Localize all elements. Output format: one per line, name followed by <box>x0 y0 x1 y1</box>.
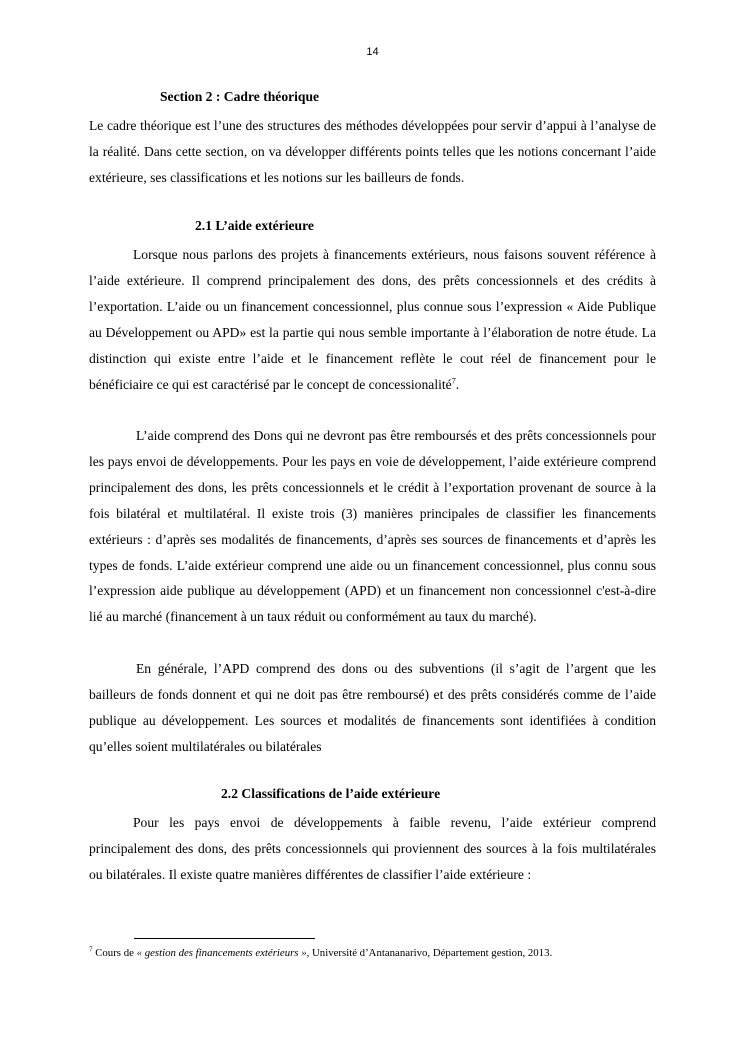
footnote-prefix: Cours de <box>92 947 137 959</box>
paragraph-aide-exterieure <box>89 242 656 397</box>
paragraph-end: . <box>455 376 460 392</box>
footnote-course-title: « gestion des financements extérieurs » <box>136 947 307 959</box>
paragraph-text: Lorsque nous parlons des projets à financements extérieurs, nous faisons souvent référence à l’aide extérieure. Il comprend principalement des dons, des prêts concessionnels et des crédits à l’exportation. L’aide ou un financement concessionnel, plus connue sous l’expression « Aide Publique au Développement ou APD» est la partie qui nous semble importante à l’élaboration de notre étude. La distinction qui existe entre l’aide et le financement reflète le cout réel de financement pour le bénéficiaire ce qui est caractérisé par le concept de concessionalité <box>89 247 656 392</box>
section-title: Section 2 : Cadre théorique <box>160 89 320 104</box>
subsection-title-aide-exterieure: 2.1 L’aide extérieure <box>195 218 314 233</box>
page-number: 14 <box>366 46 379 58</box>
footnote-separator <box>134 938 315 939</box>
paragraph-apd: En générale, l’APD comprend des dons ou des subventions (il s’agit de l’argent que les bailleurs de fonds donnent et qui ne doit pas être remboursé) et des prêts considérés comme de l’aide publique au développement. Les sources et modalités de financements sont identifiées à condition qu’elles soient multilatérales ou bilatérales <box>89 661 656 754</box>
footnote-reference: 7 <box>451 376 456 385</box>
intro-paragraph: Le cadre théorique est l’une des structures des méthodes développées pour servir d’appui à l’analyse de la réalité. Dans cette section, on va développer différents points telles que les notions concernant l’aide extérieure, ses classifications et les notions sur les bailleurs de fonds. <box>89 118 656 185</box>
paragraph-classifications: Pour les pays envoi de développements à faible revenu, l’aide extérieur comprend principalement des dons, des prêts concessionnels qui proviennent des sources à la fois multilatérales ou bilatérales. Il existe quatre manières différentes de classifier l’aide extérieure : <box>89 815 656 882</box>
footnote-number: 7 <box>89 945 93 954</box>
footnote-suffix: , Université d’Antananarivo, Département gestion, 2013. <box>306 947 553 959</box>
footnote <box>89 947 552 959</box>
paragraph-aide-comprend: L’aide comprend des Dons qui ne devront pas être remboursés et des prêts concessionnels pour les pays envoi de développements. Pour les pays en voie de développement, l’aide extérieure comprend principalement des dons, les prêts concessionnels et le crédit à l’exportation provenant de source à la fois bilatéral et multilatéral. Il existe trois (3) manières principales de classifier les financements extérieurs : d’après ses modalités de financements, d’après ses sources de financements et d’après les types de fonds. L’aide extérieur comprend une aide ou un financement concessionnel, plus connu sous l’expression aide publique au développement (APD) et un financement non concessionnel c'est-à-dire lié au marché (financement à un taux réduit ou conformément au taux du marché). <box>89 428 656 625</box>
subsection-title-classifications: 2.2 Classifications de l’aide extérieure <box>221 786 441 801</box>
